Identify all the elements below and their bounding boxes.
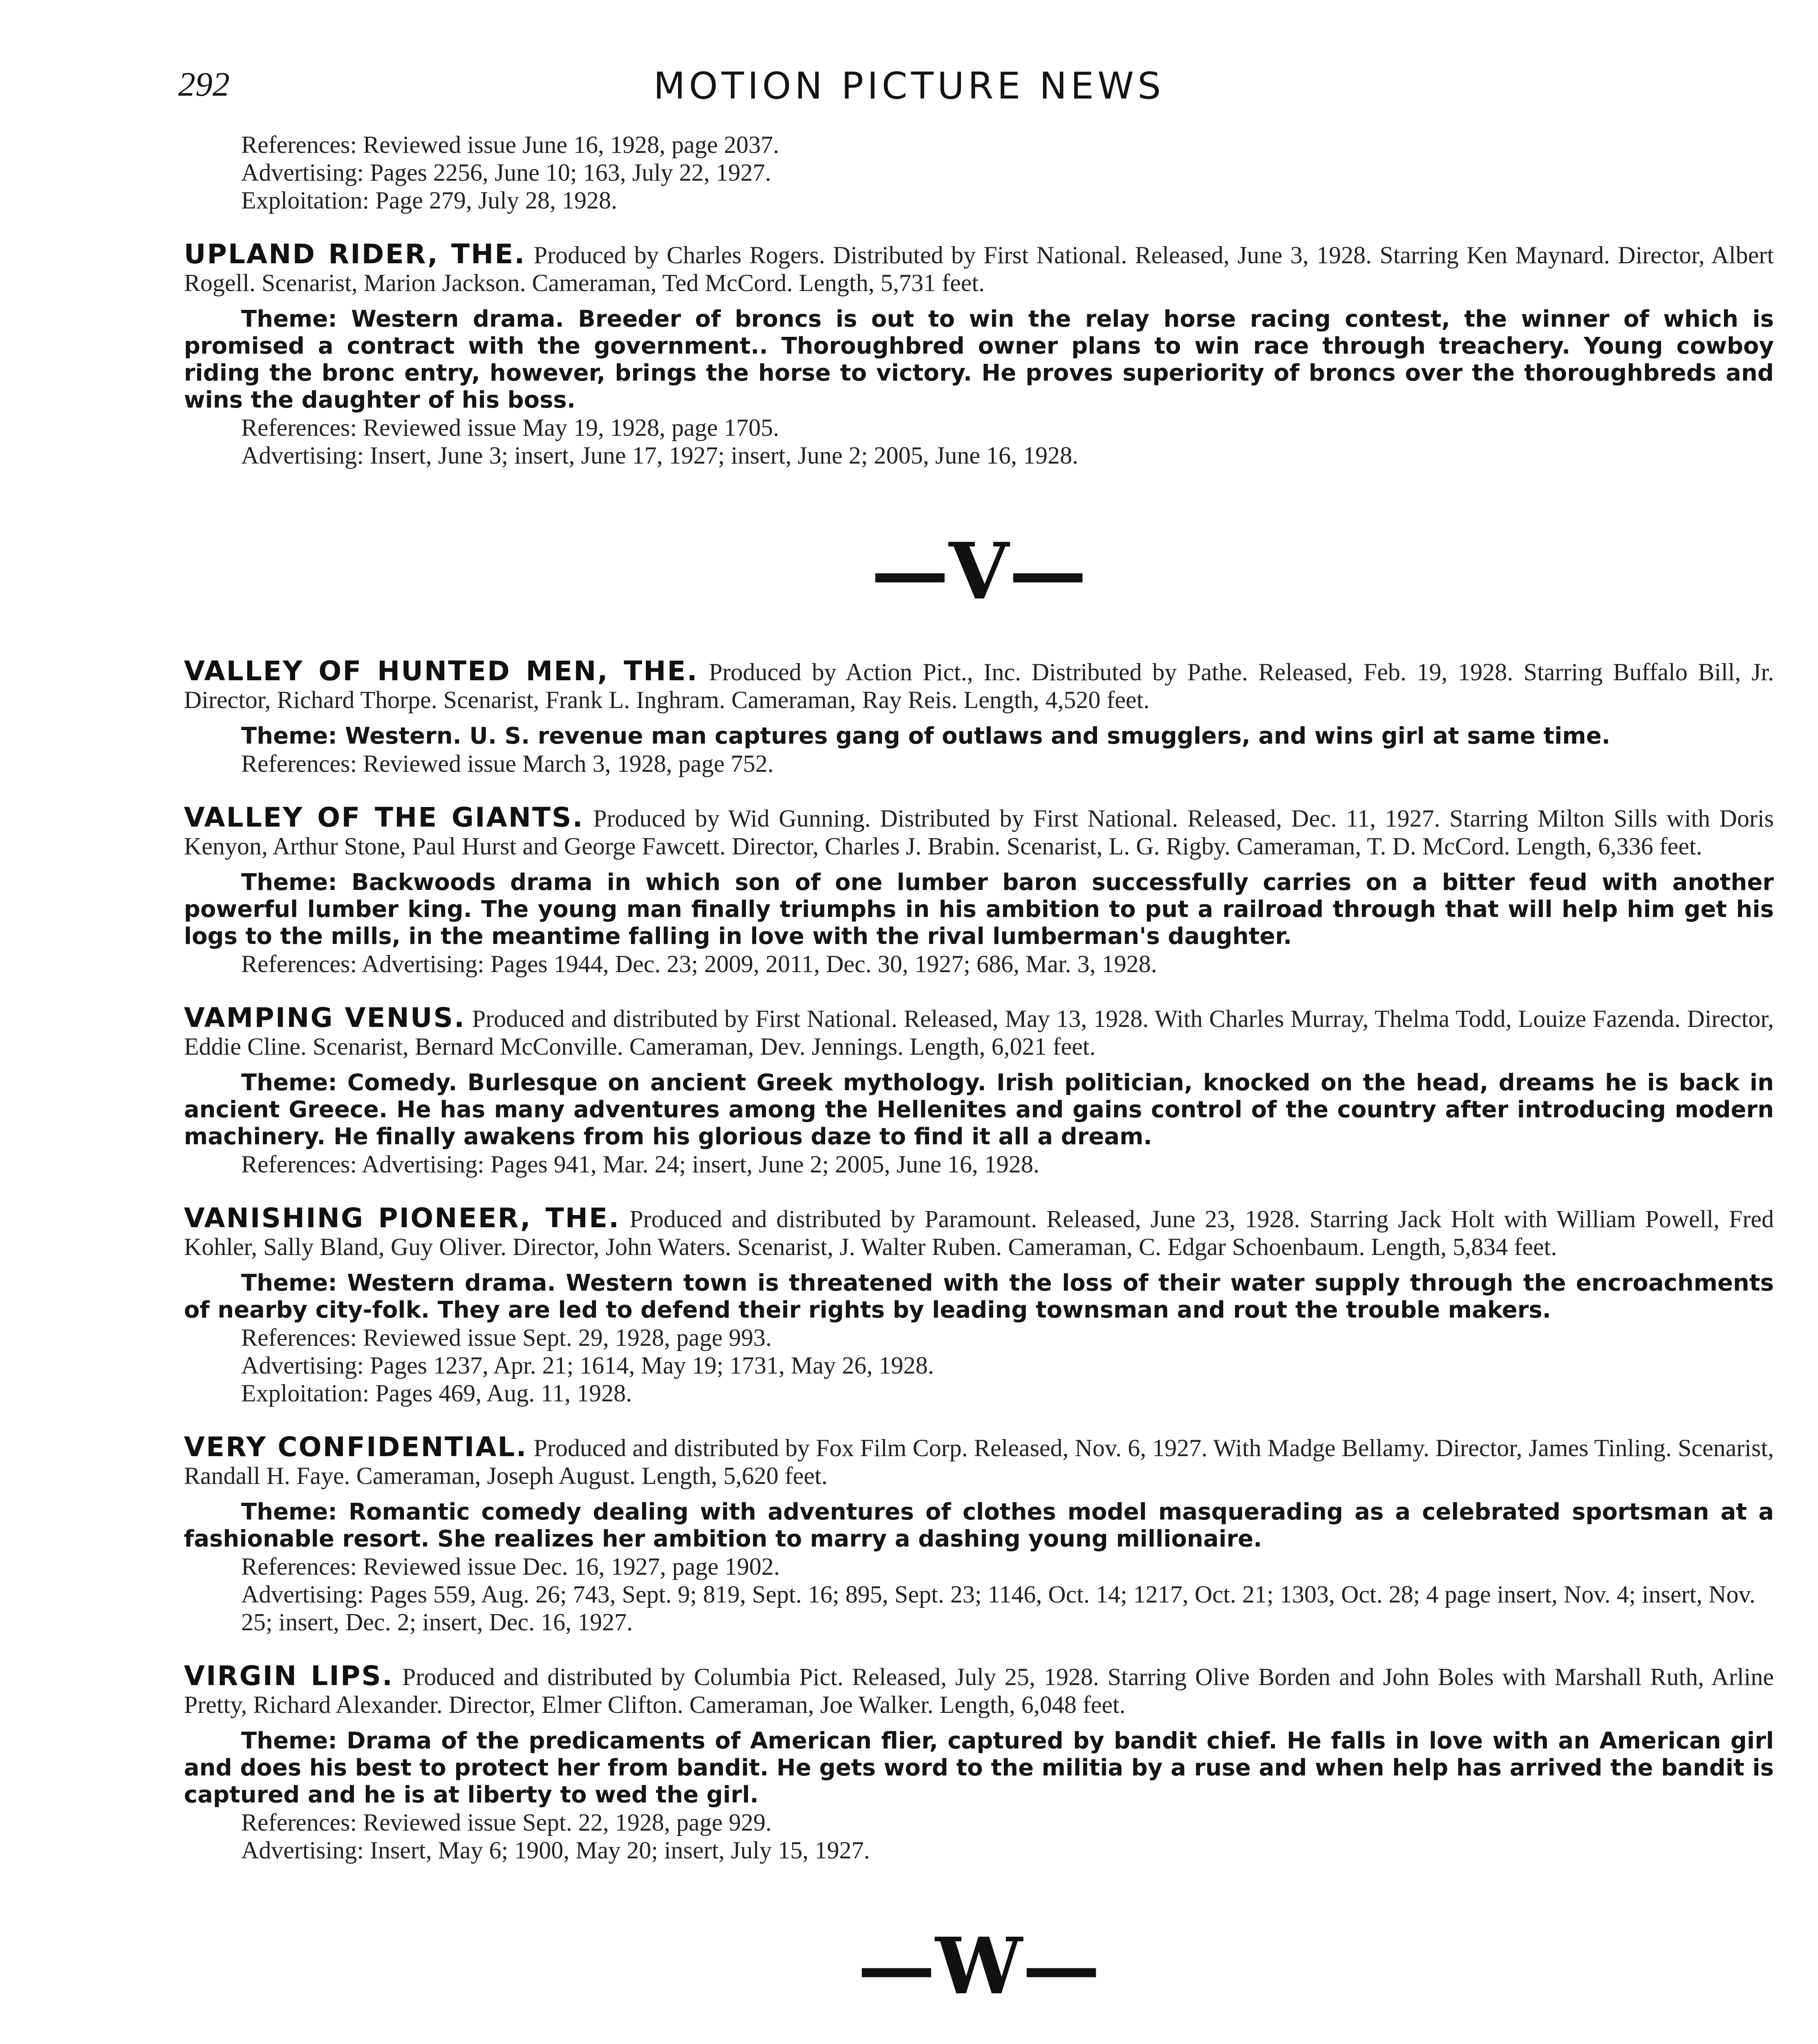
entry-credits	[184, 1433, 1774, 1490]
entry-credits	[184, 804, 1774, 860]
film-title: VALLEY OF HUNTED MEN, THE.	[184, 655, 699, 687]
section-letter-v: —V—	[871, 526, 1087, 617]
film-entry	[184, 1662, 1774, 1864]
reference-line: Advertising: Insert, May 6; 1900, May 20; insert, July 15, 1927.	[241, 1837, 870, 1864]
film-title: UPLAND RIDER, THE.	[184, 238, 526, 270]
theme-label: Theme:	[241, 1728, 337, 1754]
running-head: MOTION PICTURE NEWS	[653, 65, 1165, 108]
credits-text: Produced by Charles Rogers. Distributed by First National. Released, June 3, 1928. Starring Ken Maynard. Director, Albert Rogell. Scenarist, Marion Jackson. Cameraman, Ted McCord. Length, 5,731 feet.	[184, 242, 1774, 296]
reference-line: References: Advertising: Pages 1944, Dec. 23; 2009, 2011, Dec. 30, 1927; 686, Mar. 3, 1928.	[241, 950, 1157, 977]
theme-label: Theme:	[241, 306, 337, 332]
section-v	[184, 657, 1774, 1864]
continuation-line: Advertising: Pages 2256, June 10; 163, July 22, 1927.	[241, 159, 771, 186]
entry-theme	[184, 1069, 1774, 1150]
film-entry	[184, 1433, 1774, 1636]
entry-theme	[184, 869, 1774, 950]
credits-text: Produced and distributed by Paramount. Released, June 23, 1928. Starring Jack Holt with William Powell, Fred Kohler, Sally Bland, Guy Oliver. Director, John Waters. Scenarist, J. Walter Ruben. Cameraman, C. Edgar Schoenbaum. Length, 5,834 feet.	[184, 1206, 1774, 1260]
entry-theme	[184, 723, 1774, 750]
film-title: VANISHING PIONEER, THE.	[184, 1202, 620, 1234]
credits-text: Produced by Action Pict., Inc. Distributed by Pathe. Released, Feb. 19, 1928. Starring Buffalo Bill, Jr. Director, Richard Thorpe. Scenarist, Frank L. Inghram. Cameraman, Ray Reis. Length, 4,520 feet.	[184, 659, 1774, 713]
page-body	[184, 131, 1774, 2044]
reference-line: References: Reviewed issue May 19, 1928, page 1705.	[241, 414, 779, 441]
section-u	[184, 240, 1774, 469]
entry-credits	[184, 1004, 1774, 1060]
film-title: VALLEY OF THE GIANTS.	[184, 802, 584, 833]
page-number: 292	[178, 65, 230, 103]
reference-line: References: Reviewed issue Sept. 22, 1928, page 929.	[241, 1809, 772, 1836]
continuation-line: References: Reviewed issue June 16, 1928, page 2037.	[241, 131, 779, 158]
reference-line: References: Advertising: Pages 941, Mar. 24; insert, June 2; 2005, June 16, 1928.	[241, 1151, 1040, 1178]
theme-text: Drama of the predicaments of American flier, captured by bandit chief. He falls in love with an American girl and does his best to protect her from bandit. He gets word to the militia by a ruse and when help has arrived the bandit is captured and he is at liberty to wed the girl.	[184, 1728, 1774, 1808]
credits-text: Produced and distributed by First National. Released, May 13, 1928. With Charles Murray, Thelma Todd, Louize Fazenda. Director, Eddie Cline. Scenarist, Bernard McConville. Cameraman, Dev. Jennings. Length, 6,021 feet.	[184, 1005, 1774, 1060]
entry-credits	[184, 657, 1774, 714]
theme-label: Theme:	[241, 1499, 337, 1525]
theme-text: Backwoods drama in which son of one lumber baron successfully carries on a bitter feud with another powerful lumber king. The young man finally triumphs in his ambition to put a railroad through that will help him get his logs to the mills, in the meantime falling in love with the rival lumberman's daughter.	[184, 869, 1774, 950]
film-title: VAMPING VENUS.	[184, 1002, 466, 1033]
entry-theme	[184, 306, 1774, 414]
reference-line: Advertising: Insert, June 3; insert, June 17, 1927; insert, June 2; 2005, June 16, 1928.	[241, 442, 1079, 469]
reference-line: Exploitation: Pages 469, Aug. 11, 1928.	[241, 1380, 632, 1407]
film-entry	[184, 1004, 1774, 1178]
reference-line: Advertising: Pages 1237, Apr. 21; 1614, May 19; 1731, May 26, 1928.	[241, 1352, 934, 1379]
reference-line: Advertising: Pages 559, Aug. 26; 743, Sept. 9; 819, Sept. 16; 895, Sept. 23; 1146, Oct. 14; 1217, Oct. 21; 1303, Oct. 28; 4 page insert, Nov. 4; insert, Nov. 25; insert, Dec. 2; insert, Dec. 16, 1927.	[241, 1581, 1755, 1636]
entry-credits	[184, 1662, 1774, 1719]
credits-text: Produced and distributed by Fox Film Corp. Released, Nov. 6, 1927. With Madge Bellamy. Director, James Tinling. Scenarist, Randall H. Faye. Cameraman, Joseph August. Length, 5,620 feet.	[184, 1434, 1774, 1489]
film-entry	[184, 657, 1774, 778]
theme-text: Western drama. Western town is threatened with the loss of their water supply through the encroachments of nearby city-folk. They are led to defend their rights by leading townsman and rout the trouble makers.	[184, 1270, 1774, 1323]
theme-text: Comedy. Burlesque on ancient Greek mythology. Irish politician, knocked on the head, dreams he is back in ancient Greece. He has many adventures among the Hellenites and gains control of the country after introducing modern machinery. He finally awakens from his glorious daze to find it all a dream.	[184, 1069, 1774, 1150]
film-title: VERY CONFIDENTIAL.	[184, 1431, 528, 1463]
film-entry	[184, 804, 1774, 978]
theme-text: Western. U. S. revenue man captures gang of outlaws and smugglers, and wins girl at same time.	[345, 723, 1610, 749]
film-title: VIRGIN LIPS.	[184, 1660, 394, 1692]
theme-text: Western drama. Breeder of broncs is out to win the relay horse racing contest, the winner of which is promised a contract with the government.. Thoroughbred owner plans to win race through treachery. Young cowboy riding the bronc entry, however, brings the horse to victory. He proves superiority of broncs over the thoroughbreds and wins the daughter of his boss.	[184, 306, 1774, 413]
theme-label: Theme:	[241, 723, 337, 749]
theme-label: Theme:	[241, 1069, 337, 1096]
continuation-line: Exploitation: Page 279, July 28, 1928.	[241, 187, 617, 214]
reference-line: References: Reviewed issue March 3, 1928, page 752.	[241, 750, 774, 777]
credits-text: Produced and distributed by Columbia Pict. Released, July 25, 1928. Starring Olive Borden and John Boles with Marshall Ruth, Arline Pretty, Richard Alexander. Director, Elmer Clifton. Cameraman, Joe Walker. Length, 6,048 feet.	[184, 1663, 1774, 1718]
continuation-block	[184, 131, 1774, 214]
film-entry	[184, 240, 1774, 469]
entry-theme	[184, 1270, 1774, 1324]
theme-text: Romantic comedy dealing with adventures of clothes model masquerading as a celebrated sportsman at a fashionable resort. She realizes her ambition to marry a dashing young millionaire.	[184, 1499, 1774, 1552]
section-letter-w: —W—	[858, 1921, 1100, 2012]
reference-line: References: Reviewed issue Sept. 29, 1928, page 993.	[241, 1324, 772, 1351]
entry-theme	[184, 1728, 1774, 1809]
entry-credits	[184, 1204, 1774, 1261]
theme-label: Theme:	[241, 1270, 337, 1296]
entry-theme	[184, 1499, 1774, 1553]
theme-label: Theme:	[241, 869, 337, 896]
entry-credits	[184, 240, 1774, 297]
credits-text: Produced by Wid Gunning. Distributed by First National. Released, Dec. 11, 1927. Starring Milton Sills with Doris Kenyon, Arthur Stone, Paul Hurst and George Fawcett. Director, Charles J. Brabin. Scenarist, L. G. Rigby. Cameraman, T. D. McCord. Length, 6,336 feet.	[184, 805, 1774, 860]
reference-line: References: Reviewed issue Dec. 16, 1927, page 1902.	[241, 1553, 780, 1580]
film-entry	[184, 1204, 1774, 1407]
